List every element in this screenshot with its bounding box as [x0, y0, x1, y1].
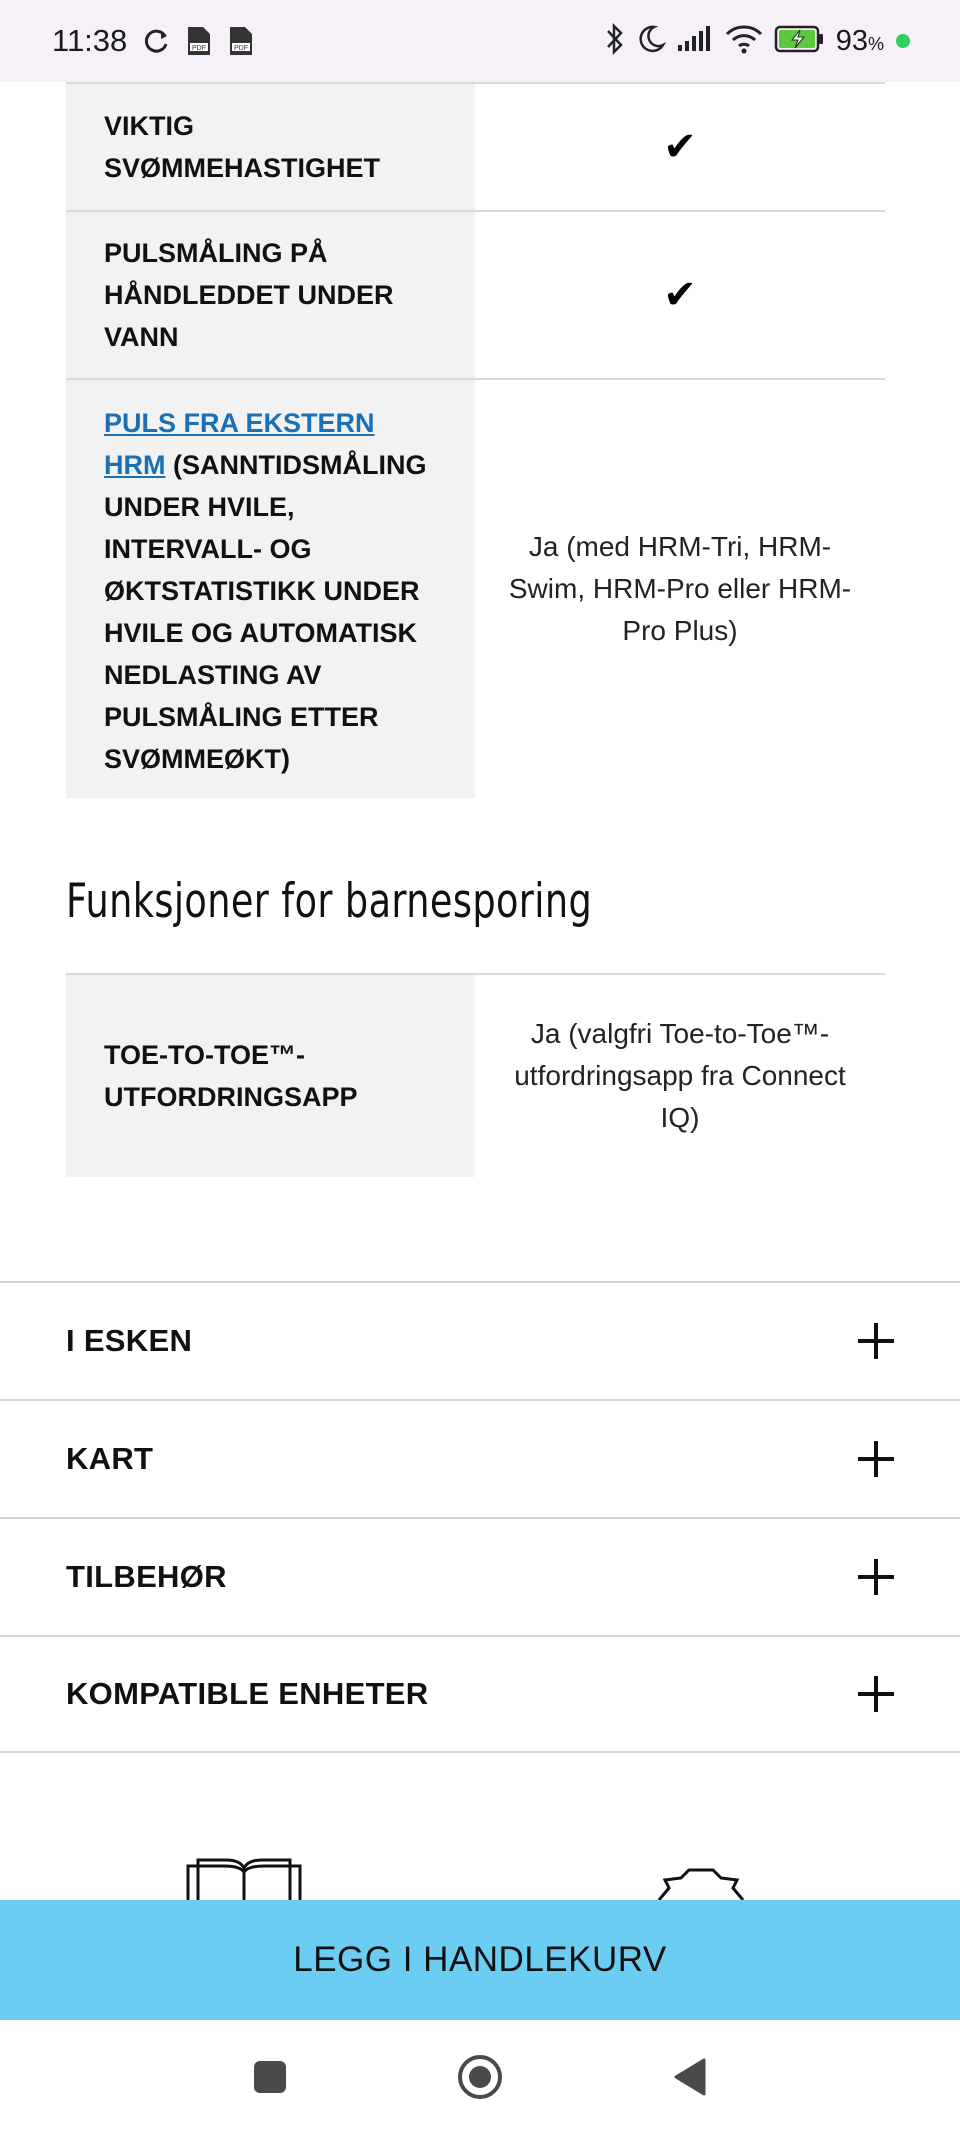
- accordion-label: KOMPATIBLE ENHETER: [66, 1676, 429, 1711]
- checkmark-icon: ✔: [663, 273, 697, 317]
- external-hrm-link[interactable]: PULS FRA EKSTERN HRM: [104, 408, 375, 480]
- bluetooth-icon: [604, 22, 626, 61]
- home-button[interactable]: [375, 2053, 585, 2101]
- svg-text:PDF: PDF: [192, 45, 207, 52]
- accordion-item-in-box[interactable]: [0, 1281, 960, 1399]
- svg-text:PDF: PDF: [234, 45, 249, 52]
- spec-value: Ja (valgfri Toe-to-Toe™-utfordringsapp fra Connect IQ): [514, 1018, 846, 1133]
- accordion-item-accessories[interactable]: [0, 1517, 960, 1635]
- book-icon: [182, 1858, 306, 1905]
- spec-key: TOE-TO-TOE™-UTFORDRINGSAPP: [66, 975, 475, 1177]
- status-left: [52, 23, 255, 59]
- spec-key-detail: (SANNTIDSMÅLING UNDER HVILE, INTERVALL- OG ØKTSTATISTIKK UNDER HVILE OG AUTOMATISK NEDLASTING AV PULSMÅLING ETTER SVØMMEØKT): [104, 450, 427, 774]
- plus-icon[interactable]: [858, 1559, 894, 1595]
- privacy-indicator-dot: [896, 34, 910, 48]
- table-row: [66, 82, 885, 210]
- wifi-icon: [724, 24, 764, 59]
- plus-icon[interactable]: [858, 1323, 894, 1359]
- plus-icon[interactable]: [858, 1441, 894, 1477]
- spec-value: Ja (med HRM-Tri, HRM-Swim, HRM-Pro eller HRM-Pro Plus): [508, 531, 852, 646]
- pdf-icon: [185, 25, 213, 57]
- battery-percent: 93%: [835, 24, 884, 57]
- plus-icon[interactable]: [858, 1676, 894, 1712]
- add-to-cart-button[interactable]: LEGG I HANDLEKURV: [0, 1900, 960, 2020]
- square-icon: [252, 2059, 288, 2095]
- accordion-item-compatible-devices[interactable]: [0, 1635, 960, 1753]
- back-button[interactable]: [585, 2057, 795, 2097]
- spec-table-swim: [66, 82, 885, 798]
- accordion-label: I ESKEN: [66, 1323, 193, 1358]
- recents-button[interactable]: [165, 2059, 375, 2095]
- moon-icon: [636, 23, 666, 60]
- spec-key: [66, 380, 475, 798]
- status-bar: [0, 0, 960, 82]
- spec-value: [475, 84, 885, 210]
- spec-key: VIKTIG SVØMMEHASTIGHET: [66, 84, 475, 210]
- signal-icon: [676, 25, 714, 58]
- spec-value: [475, 212, 885, 378]
- status-time: 11:38: [52, 23, 128, 58]
- sync-icon: [141, 26, 171, 56]
- accordion: [0, 1281, 960, 1753]
- status-right: [604, 22, 910, 61]
- table-row: [66, 973, 885, 1177]
- navigation-bar: [0, 2020, 960, 2134]
- spec-table-kids: [66, 973, 885, 1177]
- pdf-icon: [227, 25, 255, 57]
- section-heading: Funksjoner for barnesporing: [66, 874, 593, 929]
- checkmark-icon: ✔: [663, 125, 697, 169]
- table-row: [66, 210, 885, 378]
- accordion-label: KART: [66, 1441, 154, 1476]
- home-circle-icon: [456, 2053, 504, 2101]
- back-triangle-icon: [672, 2057, 708, 2097]
- battery-charging-icon: [774, 24, 826, 59]
- accordion-label: TILBEHØR: [66, 1559, 227, 1594]
- spec-key: PULSMÅLING PÅ HÅNDLEDDET UNDER VANN: [66, 212, 475, 378]
- accordion-item-maps[interactable]: [0, 1399, 960, 1517]
- table-row: [66, 378, 885, 798]
